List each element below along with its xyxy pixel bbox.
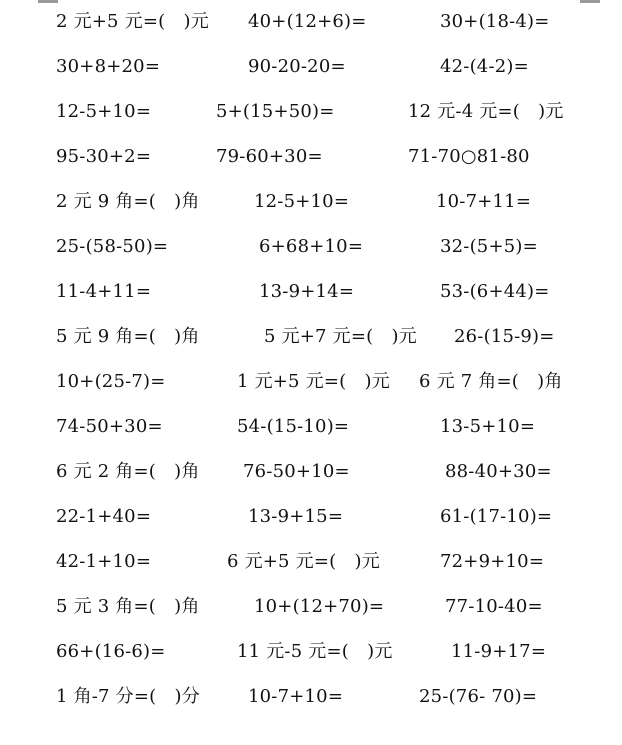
problem: 11 元-5 元=( )元 (237, 641, 393, 662)
problem: 2 元+5 元=( )元 (56, 11, 209, 32)
problem: 76-50+10= (243, 461, 350, 482)
problem: 13-9+15= (248, 506, 344, 527)
problem: 5 元+7 元=( )元 (264, 326, 417, 347)
problem: 6 元+5 元=( )元 (227, 551, 380, 572)
problem: 12-5+10= (56, 101, 152, 122)
problem: 5+(15+50)= (216, 101, 335, 122)
problem: 5 元 9 角=( )角 (56, 326, 200, 347)
problem: 11-4+11= (56, 281, 152, 302)
problem: 11-9+17= (451, 641, 547, 662)
problem: 26-(15-9)= (454, 326, 555, 347)
problem: 10-7+10= (248, 686, 344, 707)
problem: 5 元 3 角=( )角 (56, 596, 200, 617)
problem: 6 元 2 角=( )角 (56, 461, 200, 482)
problem-row (0, 637, 622, 667)
problem: 40+(12+6)= (248, 11, 367, 32)
problem: 74-50+30= (56, 416, 163, 437)
problem: 53-(6+44)= (440, 281, 550, 302)
problem: 12 元-4 元=( )元 (408, 101, 564, 122)
problem: 1 元+5 元=( )元 (237, 371, 390, 392)
problem: 32-(5+5)= (440, 236, 538, 257)
problem: 90-20-20= (248, 56, 346, 77)
problem: 42-1+10= (56, 551, 152, 572)
problem-row (0, 142, 622, 172)
problem: 6 元 7 角=( )角 (419, 371, 563, 392)
problem: 6+68+10= (259, 236, 364, 257)
problem: 30+(18-4)= (440, 11, 550, 32)
problem: 13-5+10= (440, 416, 536, 437)
problem: 25-(58-50)= (56, 236, 169, 257)
problem-row (0, 457, 622, 487)
problem: 13-9+14= (259, 281, 355, 302)
problem: 12-5+10= (254, 191, 350, 212)
problem-row (0, 97, 622, 127)
problem-row (0, 187, 622, 217)
problem-row (0, 412, 622, 442)
problem: 66+(16-6)= (56, 641, 166, 662)
problem: 30+8+20= (56, 56, 161, 77)
problem-row (0, 502, 622, 532)
problem: 42-(4-2)= (440, 56, 529, 77)
problem: 54-(15-10)= (237, 416, 350, 437)
problem: 1 角-7 分=( )分 (56, 686, 200, 707)
problem: 71-70○81-80 (408, 146, 530, 167)
problem: 95-30+2= (56, 146, 152, 167)
problem: 25-(76- 70)= (419, 686, 538, 707)
problem: 72+9+10= (440, 551, 545, 572)
problem-row (0, 7, 622, 37)
problem: 2 元 9 角=( )角 (56, 191, 200, 212)
problem-row (0, 277, 622, 307)
problem: 10+(12+70)= (254, 596, 385, 617)
problem: 79-60+30= (216, 146, 323, 167)
problem: 22-1+40= (56, 506, 152, 527)
problem: 88-40+30= (445, 461, 552, 482)
problem-row (0, 52, 622, 82)
problem: 10+(25-7)= (56, 371, 166, 392)
problem: 10-7+11= (436, 191, 532, 212)
problem-row (0, 592, 622, 622)
problem-row (0, 682, 622, 712)
problem-row (0, 322, 622, 352)
problem: 61-(17-10)= (440, 506, 553, 527)
problem-row (0, 232, 622, 262)
problem: 77-10-40= (445, 596, 543, 617)
problem-row (0, 367, 622, 397)
problem-row (0, 547, 622, 577)
